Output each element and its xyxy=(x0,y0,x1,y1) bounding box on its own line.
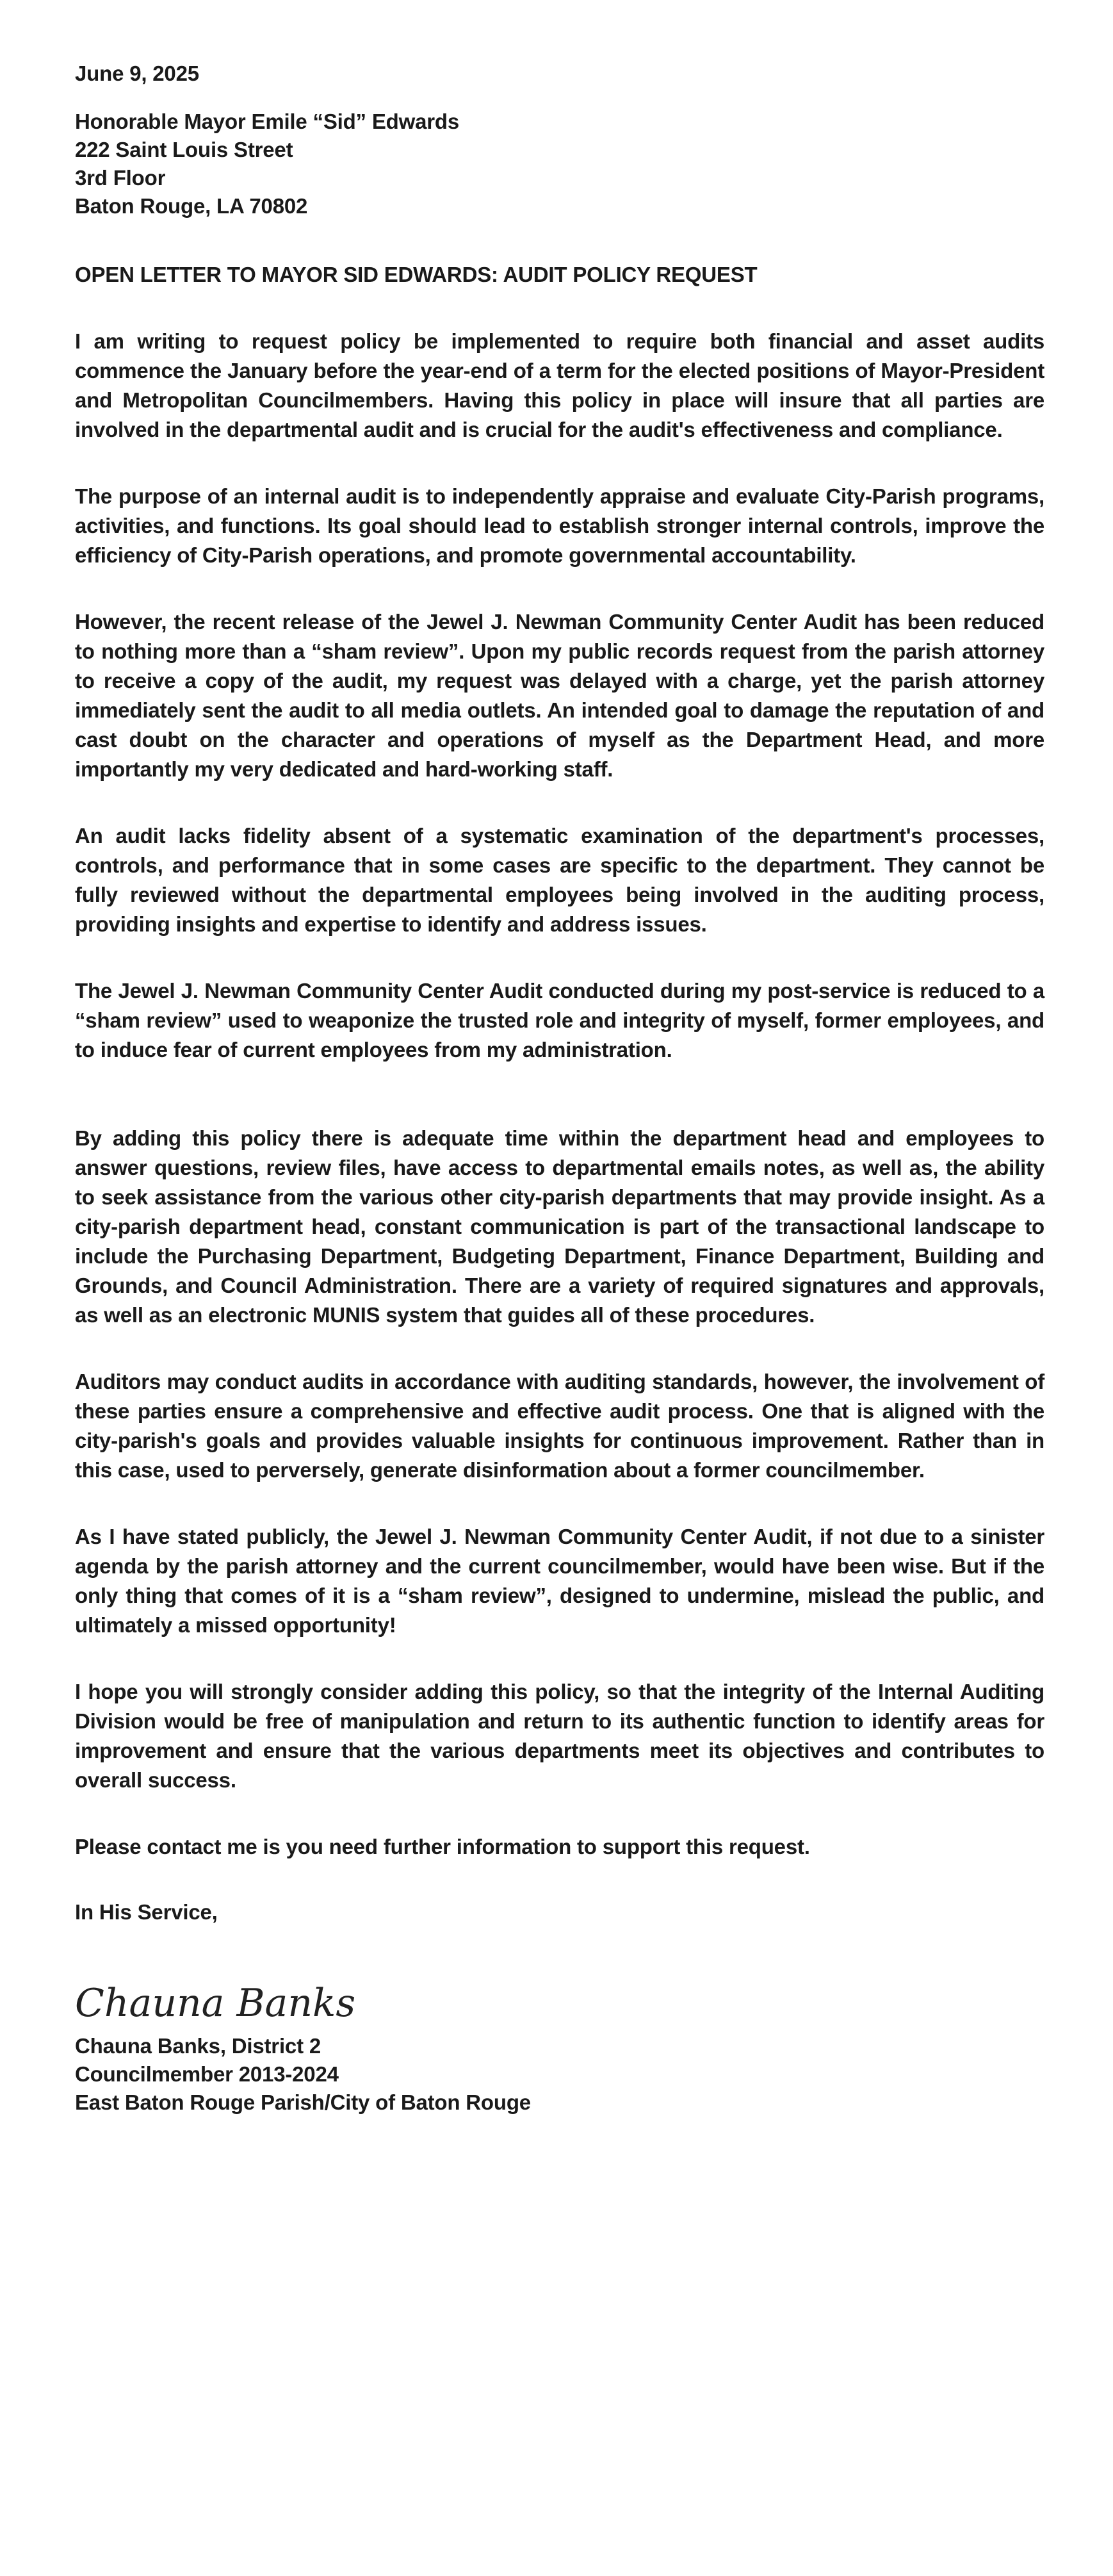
paragraph: Auditors may conduct audits in accordance with auditing standards, however, the involvement of these parties ensure a comprehensive and effective audit process. One that is aligned with the city-parish's goals and provides valuable insights for continuous improvement. Rather than in this case, used to perversely, generate disinformation about a former councilmember. xyxy=(75,1370,1044,1482)
paragraph: The Jewel J. Newman Community Center Audit conducted during my post-service is reduced to a “sham review” used to weaponize the trusted role and integrity of myself, former employees, and to induce fear of current employees from my administration. xyxy=(75,979,1044,1062)
paragraph: As I have stated publicly, the Jewel J. Newman Community Center Audit, if not due to a sinister agenda by the parish attorney and the current councilmember, would have been wise. But if the only thing that comes of it is a “sham review”, designed to undermine, mislead the public, and ultimately a missed opportunity! xyxy=(75,1525,1044,1637)
paragraph: However, the recent release of the Jewel J. Newman Community Center Audit has been reduced to nothing more than a “sham review”. Upon my public records request from the parish attorney to receive a copy of the audit, my request was delayed with a charge, yet the parish attorney immediately sent the audit to all media outlets. An intended goal to damage the reputation of and cast doubt on the character and operations of myself as the Department Head, and more importantly my very dedicated and hard-working staff. xyxy=(75,610,1044,781)
sender-name: Chauna Banks, District 2 xyxy=(75,2034,321,2058)
paragraph: I hope you will strongly consider adding this policy, so that the integrity of the Internal Auditing Division would be free of manipulation and return to its authentic function to identify areas for improvement and ensure that the various departments meet its objectives and contributes to overall success. xyxy=(75,1680,1044,1792)
letter-date: June 9, 2025 xyxy=(75,62,199,85)
paragraph: By adding this policy there is adequate time within the department head and employees to answer questions, review files, have access to departmental emails notes, as well as, the ability to seek assistance from the various other city-parish departments that may provide insight. As a city-parish department head, constant communication is part of the transactional landscape to include the Purchasing Department, Budgeting Department, Finance Department, Building and Grounds, and Council Administration. There are a variety of required signatures and approvals, as well as an electronic MUNIS system that guides all of these procedures. xyxy=(75,1126,1044,1327)
recipient-floor: 3rd Floor xyxy=(75,166,166,190)
recipient-address xyxy=(75,108,1044,220)
sender-title: Councilmember 2013-2024 xyxy=(75,2062,339,2086)
signature: Chauna Banks xyxy=(75,1981,356,2026)
letter xyxy=(75,59,1044,2117)
paragraph: Please contact me is you need further information to support this request. xyxy=(75,1835,810,1858)
sender-block xyxy=(75,2032,1044,2117)
sender-organization: East Baton Rouge Parish/City of Baton Rouge xyxy=(75,2090,531,2114)
letter-closing: In His Service, xyxy=(75,1900,218,1924)
paragraph: An audit lacks fidelity absent of a systematic examination of the department's processes, controls, and performance that in some cases are specific to the department. They cannot be fully reviewed without the departmental employees being involved in the auditing process, providing insights and expertise to identify and address issues. xyxy=(75,824,1044,936)
recipient-street: 222 Saint Louis Street xyxy=(75,138,293,161)
recipient-name: Honorable Mayor Emile “Sid” Edwards xyxy=(75,110,459,133)
paragraph: The purpose of an internal audit is to independently appraise and evaluate City-Parish programs, activities, and functions. Its goal should lead to establish stronger internal controls, improve the efficiency of City-Parish operations, and promote governmental accountability. xyxy=(75,484,1044,567)
recipient-city: Baton Rouge, LA 70802 xyxy=(75,194,308,218)
letter-subject: OPEN LETTER TO MAYOR SID EDWARDS: AUDIT POLICY REQUEST xyxy=(75,263,758,286)
paragraph: I am writing to request policy be implemented to require both financial and asset audits commence the January before the year-end of a term for the elected positions of Mayor-President and Metropolitan Councilmembers. Having this policy in place will insure that all parties are involved in the departmental audit and is crucial for the audit's effectiveness and compliance. xyxy=(75,329,1044,441)
